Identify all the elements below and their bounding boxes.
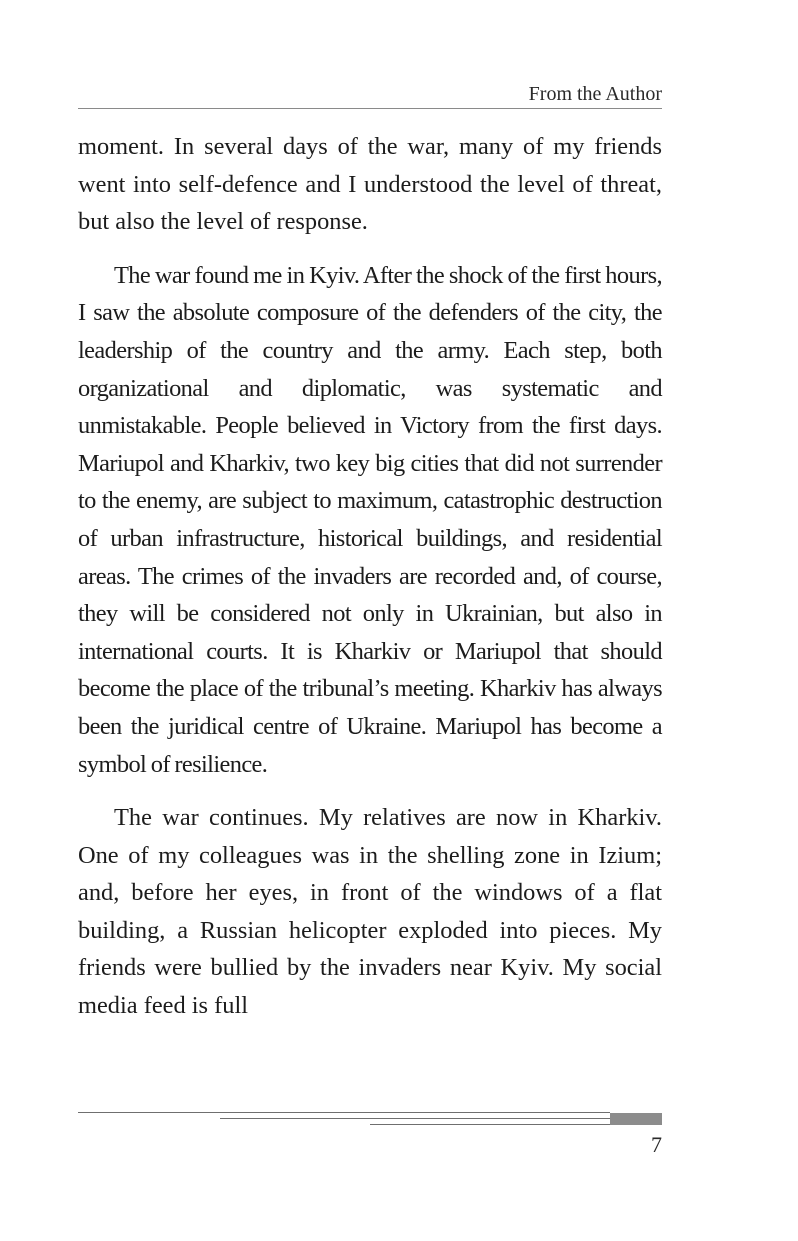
footer-rule-middle: [220, 1118, 610, 1119]
footer-ornament: [78, 1110, 662, 1130]
footer-rule-top: [78, 1112, 610, 1113]
page-number: 7: [651, 1132, 662, 1157]
paragraph-war-in-kyiv: The war found me in Kyiv. After the shock of the first hours, I saw the absolute composure of the defenders of the city, the leadership of the country and the army. Each step, both organizational and diplomatic, was systematic and unmistakable. People believed in Victory from the first days. Mariupol and Kharkiv, two key big cities that did not surrender to the enemy, are subject to maximum, catastrophic destruction of urban infrastructure, historical buildings, and residential areas. The crimes of the invaders are recorded and, of course, they will be considered not only in Ukrainian, but also in international courts. It is Kharkiv or Mariupol that should become the place of the tribunal’s meeting. Kharkiv has always been the juridical centre of Ukraine. Mariupol has become a symbol of resilience.: [78, 261, 662, 778]
running-head: From the Author: [528, 83, 662, 105]
footer-rule-bottom: [370, 1124, 610, 1125]
header-rule: [78, 108, 662, 109]
paragraph-war-continues: The war continues. My relatives are now in Kharkiv. One of my colleagues was in the shelling zone in Izium; and, before her eyes, in front of the windows of a flat building, a Russian helicopter exploded into pieces. My friends were bullied by the invaders near Kyiv. My social media feed is full: [78, 804, 662, 1020]
footer-ornament-block: [610, 1113, 662, 1125]
page-body: [78, 128, 662, 1025]
paragraph-continued: moment. In several days of the war, many of my friends went into self-defence and I understood the level of threat, but also the level of response.: [78, 133, 662, 236]
